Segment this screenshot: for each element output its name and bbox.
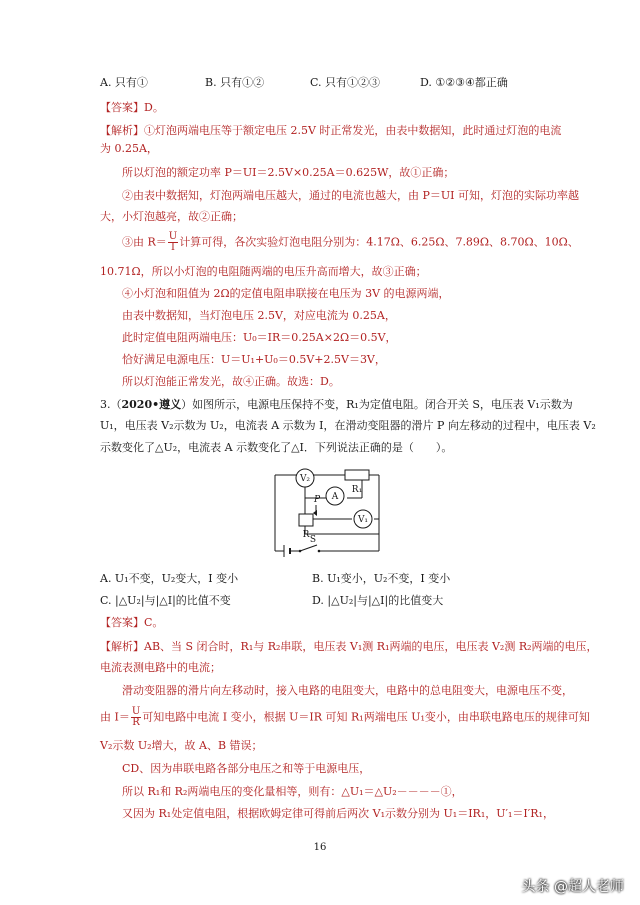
fraction-denominator: I — [171, 242, 175, 253]
analysis3-line7: 所以 R₁和 R₂两端电压的变化量相等，则有：△U₁＝△U₂－－－－①， — [122, 785, 463, 798]
fraction-numerator: U — [168, 231, 178, 242]
option-d-q3: D. |△U₂|与|△I|的比值变大 — [312, 594, 444, 607]
analysis1-line9: 由表中数据知，当灯泡电压 2.5V，对应电流为 0.25A， — [122, 309, 396, 322]
question3-number: 3.（ — [100, 398, 122, 411]
analysis3-line6: CD、因为串联电路各部分电压之和等于电源电压， — [122, 762, 371, 775]
page-number: 16 — [313, 842, 327, 853]
label-a: A — [331, 492, 339, 502]
analysis1-line6 — [122, 232, 579, 253]
watermark: 头条 @超人老师 — [521, 879, 624, 895]
option-a-q3: A. U₁不变，U₂变大，I 变小 — [100, 572, 239, 585]
rheostat-r — [299, 514, 313, 526]
analysis3-line4 — [100, 707, 590, 728]
option-a-prev: A. 只有① — [100, 76, 148, 89]
question3-line3: 示数变化了△U₂，电流表 A 示数变化了△I．下列说法正确的是（ ）。 — [100, 441, 453, 454]
analysis3-line5: V₂示数 U₂增大，故 A、B 错误； — [100, 739, 263, 752]
analysis1-line6-post: 计算可得，各次实验灯泡电阻分别为：4.17Ω、6.25Ω、7.89Ω、8.70Ω、10Ω、 — [179, 235, 579, 249]
analysis1-line1: 【解析】①灯泡两端电压等于额定电压 2.5V 时正常发光，由表中数据知，此时通过灯泡的电流 — [100, 124, 562, 137]
question3-line1-rest: ）如图所示，电源电压保持不变，R₁为定值电阻。闭合开关 S，电压表 V₁示数为 — [181, 398, 573, 411]
analysis1-line6-pre: ③由 R＝ — [122, 235, 167, 249]
fraction-u-over-i — [168, 232, 178, 253]
option-c-prev: C. 只有①②③ — [310, 76, 381, 89]
fraction-u-over-r — [131, 707, 141, 728]
question3-line1 — [100, 398, 573, 412]
label-r1: R₁ — [351, 485, 363, 495]
analysis1-line10: 此时定值电阻两端电压：U₀＝IR＝0.25A×2Ω＝0.5V， — [122, 331, 397, 344]
option-c-q3: C. |△U₂|与|△I|的比值不变 — [100, 594, 231, 607]
analysis3-line4-pre: 由 I＝ — [100, 710, 130, 724]
label-v2: V₂ — [299, 474, 311, 484]
analysis3-line2: 电流表测电路中的电流； — [100, 661, 221, 674]
analysis1-line11: 恰好满足电源电压：U＝U₁+U₀＝0.5V+2.5V＝3V， — [122, 353, 386, 366]
analysis1-line3: 所以灯泡的额定功率 P＝UI＝2.5V×0.25A＝0.625W，故①正确； — [122, 166, 455, 179]
label-r: R — [302, 530, 310, 540]
analysis1-line8: ④小灯泡和阻值为 2Ω的定值电阻串联接在电压为 3V 的电源两端， — [122, 287, 450, 300]
question3-line2: U₁，电压表 V₂示数为 U₂，电流表 A 示数为 I，在滑动变阻器的滑片 P 向左移动的过程中，电压表 V₂ — [100, 419, 596, 432]
fraction-numerator: U — [131, 706, 141, 717]
analysis3-line4-post: 可知电路中电流 I 变小，根据 U＝IR 可知 R₁两端电压 U₁变小，由串联电路电压的规律可知 — [142, 710, 590, 724]
analysis1-line2: 为 0.25A， — [100, 142, 158, 155]
resistor-r1 — [345, 470, 369, 480]
label-v1: V₁ — [357, 515, 369, 525]
switch-s — [300, 545, 317, 551]
option-b-prev: B. 只有①② — [205, 76, 265, 89]
analysis3-line3: 滑动变阻器的滑片向左移动时，接入电路的电阻变大，电路中的总电阻变大，电源电压不变， — [122, 684, 573, 697]
answer-1: 【答案】D。 — [100, 101, 164, 114]
analysis1-line4: ②由表中数据知，灯泡两端电压越大，通过的电流也越大，由 P＝UI 可知，灯泡的实际功率越 — [122, 189, 580, 202]
option-b-q3: B. U₁变小，U₂不变，I 变小 — [312, 572, 451, 585]
option-d-prev: D. ①②③④都正确 — [420, 76, 508, 89]
question3-source: 2020•遵义 — [121, 398, 182, 411]
analysis3-line1: 【解析】AB、当 S 闭合时，R₁与 R₂串联，电压表 V₁测 R₁两端的电压，电压表 V₂测 R₂两端的电压， — [100, 640, 598, 653]
fraction-denominator: R — [132, 717, 140, 728]
answer-3: 【答案】C。 — [100, 616, 164, 629]
analysis1-line12: 所以灯泡能正常发光，故④正确。故选：D。 — [122, 375, 340, 388]
analysis1-line5: 大，小灯泡越亮，故②正确； — [100, 210, 243, 223]
analysis3-line8: 又因为 R₁处定值电阻，根据欧姆定律可得前后两次 V₁示数分别为 U₁＝IR₁，U′₁＝I′R₁， — [122, 807, 554, 820]
label-s: S — [309, 535, 317, 545]
analysis1-line7: 10.71Ω，所以小灯泡的电阻随两端的电压升高而增大，故③正确； — [100, 265, 427, 278]
label-p: P — [313, 495, 321, 505]
circuit-diagram — [262, 462, 392, 562]
slider-arrow-icon — [313, 510, 317, 516]
